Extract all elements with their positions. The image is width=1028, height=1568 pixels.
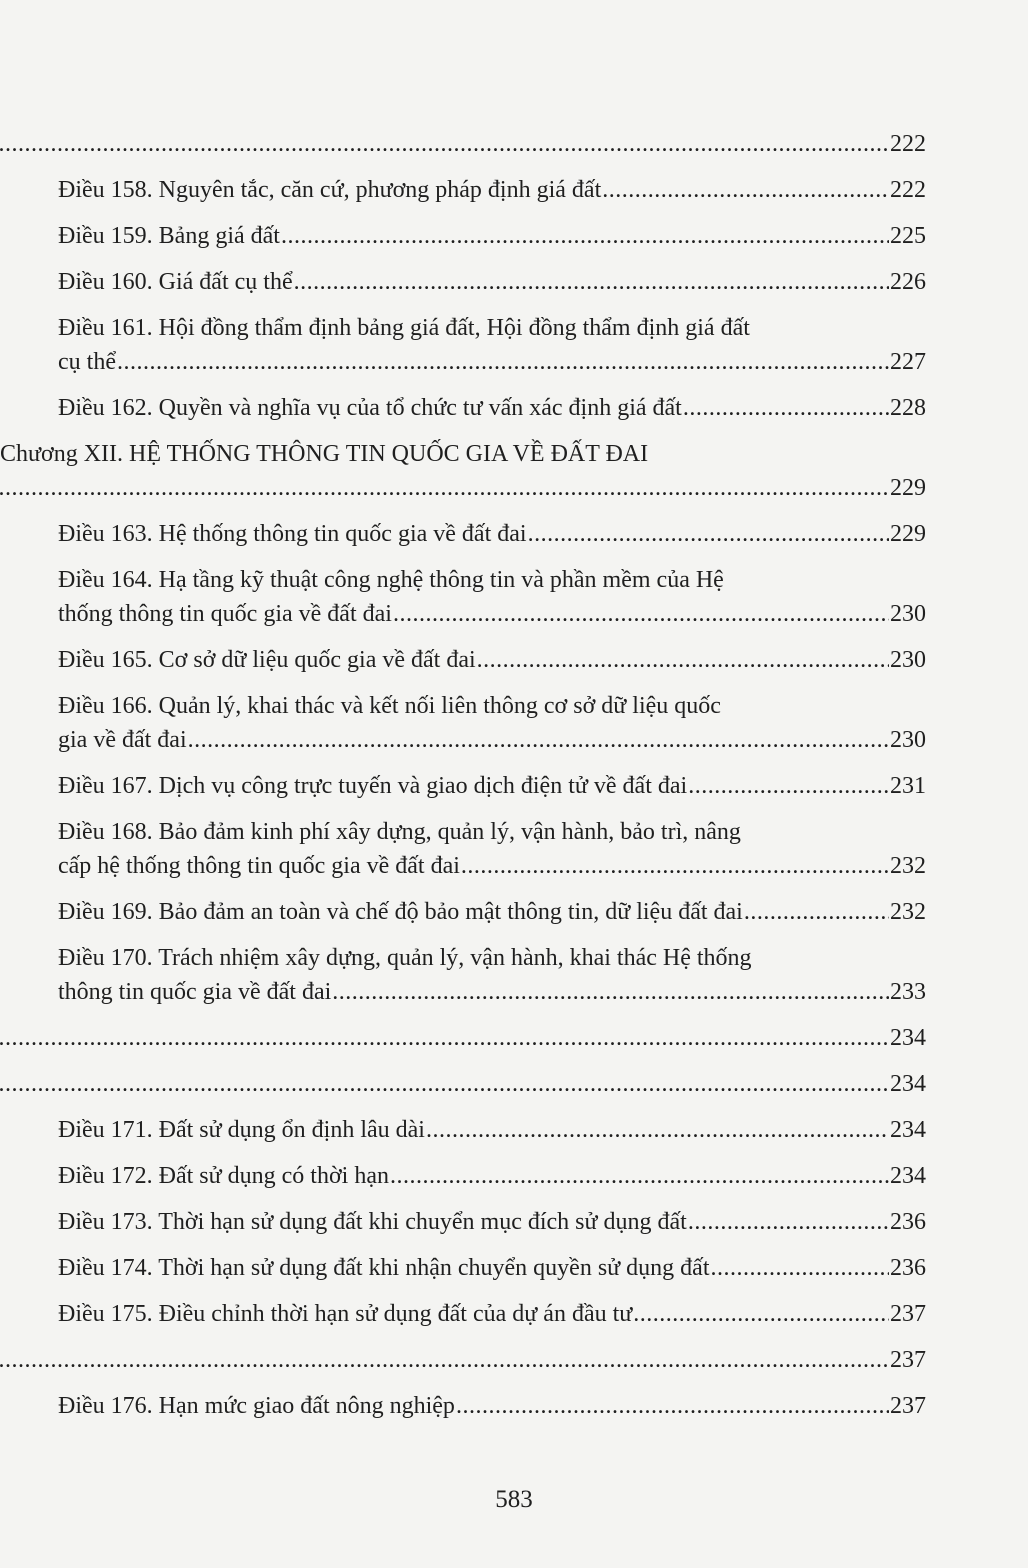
toc-entry-title: Điều 158. Nguyên tắc, căn cứ, phương pháp định giá đất bbox=[58, 177, 602, 203]
toc-entry-title-first-line: Điều 166. Quản lý, khai thác và kết nối liên thông cơ sở dữ liệu quốc bbox=[58, 693, 721, 719]
dot-leader bbox=[393, 600, 889, 628]
toc-entry-title-first-line: Điều 170. Trách nhiệm xây dựng, quản lý, vận hành, khai thác Hệ thống bbox=[58, 945, 752, 971]
toc-entry-page: 234 bbox=[890, 1025, 926, 1051]
toc-entry-line bbox=[0, 1024, 926, 1052]
dot-leader bbox=[711, 1254, 889, 1282]
toc-entry-page: 237 bbox=[890, 1301, 926, 1327]
toc-entry-page: 230 bbox=[890, 727, 926, 753]
dot-leader bbox=[0, 474, 889, 502]
toc-entry-line bbox=[58, 772, 926, 800]
dot-leader bbox=[332, 978, 889, 1006]
toc-entry-page: 230 bbox=[890, 601, 926, 627]
toc-entry-title: Điều 160. Giá đất cụ thể bbox=[58, 269, 293, 295]
toc-entry-line bbox=[58, 268, 926, 296]
toc-entry-title: Điều 171. Đất sử dụng ổn định lâu dài bbox=[58, 1117, 425, 1143]
toc-entry-line bbox=[58, 646, 926, 674]
toc-entry-title: Điều 169. Bảo đảm an toàn và chế độ bảo mật thông tin, dữ liệu đất đai bbox=[58, 899, 743, 925]
toc-entry-page: 226 bbox=[890, 269, 926, 295]
toc-entry-page: 232 bbox=[890, 853, 926, 879]
toc-entry-page: 222 bbox=[890, 177, 926, 203]
toc-entry-page: 233 bbox=[890, 979, 926, 1005]
dot-leader bbox=[477, 646, 889, 674]
toc-entry-page: 234 bbox=[890, 1071, 926, 1097]
toc-entry-title: gia về đất đai bbox=[58, 727, 187, 753]
dot-leader bbox=[0, 1346, 889, 1374]
toc-entry-line bbox=[58, 852, 926, 880]
toc-entry-page: 222 bbox=[890, 131, 926, 157]
toc-entry-line bbox=[58, 1208, 926, 1236]
toc-entry-page: 236 bbox=[890, 1209, 926, 1235]
toc-entry-title-first-line: Điều 161. Hội đồng thẩm định bảng giá đất, Hội đồng thẩm định giá đất bbox=[58, 315, 750, 341]
toc-entry-line bbox=[58, 176, 926, 204]
toc-entry-line bbox=[58, 1392, 926, 1420]
toc-entry-line bbox=[0, 130, 926, 158]
dot-leader bbox=[744, 898, 889, 926]
toc-entry-line bbox=[58, 1254, 926, 1282]
dot-leader bbox=[456, 1392, 889, 1420]
toc-entry-page: 229 bbox=[890, 475, 926, 501]
toc-entry-title: Điều 174. Thời hạn sử dụng đất khi nhận chuyển quyền sử dụng đất bbox=[58, 1255, 710, 1281]
toc-entry-title-first-line: Chương XII. HỆ THỐNG THÔNG TIN QUỐC GIA VỀ ĐẤT ĐAI bbox=[0, 441, 649, 467]
toc-entry-title: Điều 173. Thời hạn sử dụng đất khi chuyển mục đích sử dụng đất bbox=[58, 1209, 687, 1235]
toc-entry-title: Điều 175. Điều chỉnh thời hạn sử dụng đất của dự án đầu tư bbox=[58, 1301, 633, 1327]
dot-leader bbox=[688, 772, 889, 800]
toc-entry-title: Điều 159. Bảng giá đất bbox=[58, 223, 280, 249]
toc-entry-title-first-line: Điều 168. Bảo đảm kinh phí xây dựng, quản lý, vận hành, bảo trì, nâng bbox=[58, 819, 741, 845]
dot-leader bbox=[294, 268, 889, 296]
toc-entry-title: Điều 162. Quyền và nghĩa vụ của tổ chức tư vấn xác định giá đất bbox=[58, 395, 682, 421]
toc-entry-line bbox=[58, 1116, 926, 1144]
dot-leader bbox=[188, 726, 889, 754]
dot-leader bbox=[0, 130, 889, 158]
dot-leader bbox=[633, 1300, 889, 1328]
toc-entry-page: 237 bbox=[890, 1393, 926, 1419]
toc-entry-line bbox=[58, 1162, 926, 1190]
toc-entry-title: Điều 172. Đất sử dụng có thời hạn bbox=[58, 1163, 389, 1189]
dot-leader bbox=[390, 1162, 889, 1190]
toc-entry-title: Điều 176. Hạn mức giao đất nông nghiệp bbox=[58, 1393, 455, 1419]
toc-entry-line bbox=[58, 222, 926, 250]
toc-entry-page: 234 bbox=[890, 1117, 926, 1143]
dot-leader bbox=[683, 394, 889, 422]
toc-entry-page: 234 bbox=[890, 1163, 926, 1189]
toc-entry-page: 232 bbox=[890, 899, 926, 925]
toc-entry-line bbox=[58, 520, 926, 548]
toc-entry-title: thông tin quốc gia về đất đai bbox=[58, 979, 332, 1005]
dot-leader bbox=[528, 520, 889, 548]
dot-leader bbox=[0, 1070, 889, 1098]
toc-entry-line bbox=[58, 978, 926, 1006]
toc-entry-line bbox=[0, 1070, 926, 1098]
dot-leader bbox=[117, 348, 889, 376]
page-number: 583 bbox=[495, 1486, 533, 1513]
toc-entry-line bbox=[58, 394, 926, 422]
toc-entry-page: 230 bbox=[890, 647, 926, 673]
dot-leader bbox=[0, 1024, 889, 1052]
toc-entry-line bbox=[58, 600, 926, 628]
toc-entry-title: cụ thể bbox=[58, 349, 116, 375]
toc-entry-page: 236 bbox=[890, 1255, 926, 1281]
toc-entry-line bbox=[58, 898, 926, 926]
toc-entry-page: 237 bbox=[890, 1347, 926, 1373]
toc-entry-page: 227 bbox=[890, 349, 926, 375]
toc-entry-line bbox=[58, 1300, 926, 1328]
toc-entry-title: Điều 163. Hệ thống thông tin quốc gia về đất đai bbox=[58, 521, 527, 547]
toc-entry-page: 229 bbox=[890, 521, 926, 547]
toc-entry-title-first-line: Điều 164. Hạ tầng kỹ thuật công nghệ thông tin và phần mềm của Hệ bbox=[58, 567, 724, 593]
toc-entry-line bbox=[58, 726, 926, 754]
toc-entry-title: cấp hệ thống thông tin quốc gia về đất đai bbox=[58, 853, 460, 879]
dot-leader bbox=[461, 852, 889, 880]
dot-leader bbox=[426, 1116, 889, 1144]
toc-entry-page: 225 bbox=[890, 223, 926, 249]
toc-entry-title: Điều 165. Cơ sở dữ liệu quốc gia về đất đai bbox=[58, 647, 476, 673]
toc-entry-line bbox=[0, 1346, 926, 1374]
dot-leader bbox=[281, 222, 889, 250]
dot-leader bbox=[688, 1208, 889, 1236]
toc-entry-line bbox=[58, 348, 926, 376]
toc-entry-title: Điều 167. Dịch vụ công trực tuyến và giao dịch điện tử về đất đai bbox=[58, 773, 688, 799]
toc-entry-page: 228 bbox=[890, 395, 926, 421]
dot-leader bbox=[602, 176, 889, 204]
toc-entry-page: 231 bbox=[890, 773, 926, 799]
toc-entry-title: thống thông tin quốc gia về đất đai bbox=[58, 601, 392, 627]
toc-entry-line bbox=[0, 474, 926, 502]
